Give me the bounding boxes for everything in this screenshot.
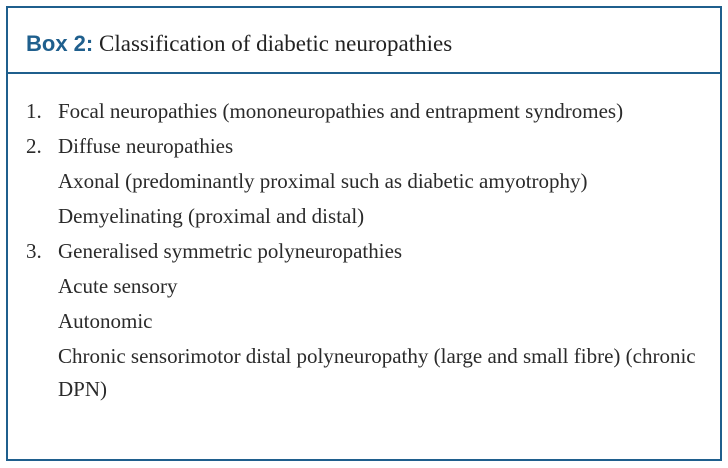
box-body xyxy=(8,74,720,406)
list-item-2 xyxy=(26,130,700,163)
sub-item-demyelinating: Demyelinating (proximal and distal) xyxy=(58,204,365,228)
list-item-number: 1. xyxy=(26,99,42,123)
list-item-text: Focal neuropathies (mononeuropathies and entrapment syndromes) xyxy=(58,99,624,123)
list-item-1 xyxy=(26,95,700,128)
box-title: Classification of diabetic neuropathies xyxy=(99,31,453,56)
list-item-3 xyxy=(26,235,700,268)
box-header xyxy=(8,8,720,72)
sub-item-autonomic: Autonomic xyxy=(58,309,153,333)
sub-item-chronic-dpn: Chronic sensorimotor distal polyneuropathy (large and small fibre) (chronic DPN) xyxy=(58,344,696,401)
classification-box xyxy=(6,6,722,461)
sub-item-axonal: Axonal (predominantly proximal such as diabetic amyotrophy) xyxy=(58,169,588,193)
list-item-number: 3. xyxy=(26,239,42,263)
sub-item-acute-sensory: Acute sensory xyxy=(58,274,178,298)
list-item-text: Generalised symmetric polyneuropathies xyxy=(58,239,403,263)
list-item-number: 2. xyxy=(26,134,42,158)
list-item-text: Diffuse neuropathies xyxy=(58,134,234,158)
box-label: Box 2: xyxy=(26,31,94,56)
